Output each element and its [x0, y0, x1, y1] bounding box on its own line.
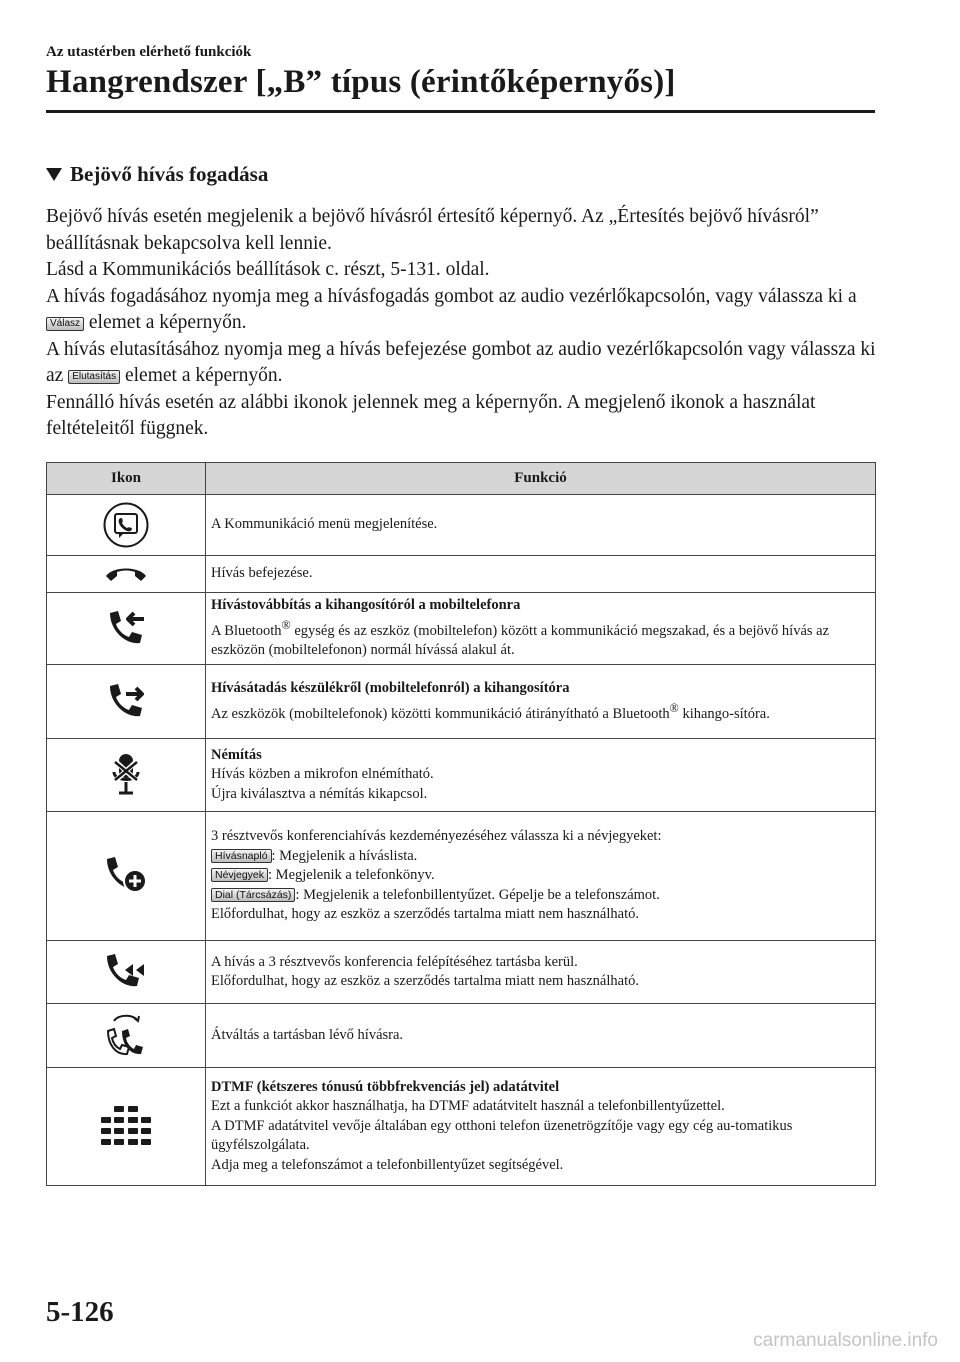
- page-title: Hangrendszer [„B” típus (érintőképernyős)]: [46, 64, 676, 100]
- call-history-button: Hívásnapló: [211, 849, 272, 863]
- contacts-button: Névjegyek: [211, 868, 268, 882]
- transfer-to-phone-icon: [104, 607, 148, 651]
- row-text: Ezt a funkciót akkor használhatja, ha DTMF adatátvitelt használ a telefonbillentyűzettel.: [211, 1098, 725, 1115]
- swap-call-icon: [104, 1011, 148, 1061]
- dtmf-keypad-icon: [100, 1104, 152, 1150]
- section-body: [46, 204, 876, 443]
- paragraph: [46, 337, 876, 390]
- row-text: Dial (Tárcsázás) : Megjelenik a telefonbillentyűzet. Gépelje be a telefonszámot.: [211, 886, 869, 906]
- dial-button: Dial (Tárcsázás): [211, 888, 295, 902]
- row-text: Előfordulhat, hogy az eszköz a szerződés tartalma miatt nem használható.: [211, 906, 639, 923]
- description-cell: [206, 665, 876, 739]
- row-text: Újra kiválasztva a némítás kikapcsol.: [211, 785, 428, 802]
- hold-call-icon: [103, 950, 149, 994]
- row-text: Hívásnapló : Megjelenik a híváslista.: [211, 847, 869, 867]
- table-row: [47, 556, 876, 593]
- section-heading-text: Bejövő hívás fogadása: [70, 162, 269, 186]
- row-text: Névjegyek : Megjelenik a telefonkönyv.: [211, 866, 869, 886]
- row-text: Adja meg a telefonszámot a telefonbillentyűzet segítségével.: [211, 1156, 564, 1173]
- page-number: 5-126: [46, 1296, 114, 1328]
- row-title: Hívásátadás készülékről (mobiltelefonról) a kihangosítóra: [211, 680, 570, 697]
- row-title: Némítás: [211, 746, 262, 763]
- paragraph-text: A hívás fogadásához nyomja meg a hívásfogadás gombot az audio vezérlőkapcsolón, vagy válassza ki a: [46, 285, 857, 307]
- end-call-icon: [103, 564, 149, 584]
- row-text: A hívás a 3 résztvevős konferencia felépítéséhez tartásba kerül.: [211, 953, 578, 970]
- description-cell: [206, 1068, 876, 1186]
- description-cell: Átváltás a tartásban lévő hívásra.: [206, 1004, 876, 1068]
- add-conference-call-icon: [103, 853, 149, 899]
- communication-menu-icon: [102, 501, 150, 549]
- row-text: A Bluetooth® egység és az eszköz (mobiltelefon) között a kommunikáció megszakad, és a bejövő hívás az eszközön (mobiltelefonon) normál hívássá alakul át.: [211, 617, 830, 659]
- column-header-function: Funkció: [206, 463, 876, 495]
- table-row: [47, 739, 876, 812]
- paragraph-text: elemet a képernyőn.: [88, 312, 247, 333]
- breadcrumb: Az utastérben elérhető funkciók: [46, 44, 252, 60]
- column-header-icon: Ikon: [47, 463, 206, 495]
- icon-cell: [47, 593, 206, 665]
- description-cell: A Kommunikáció menü megjelenítése.: [206, 495, 876, 556]
- icon-cell: [47, 665, 206, 739]
- paragraph: [46, 284, 876, 337]
- row-text: A DTMF adatátvitel vevője általában egy otthoni telefon üzenetrögzítője vagy egy cég au-tomatikus ügyfélszolgálata.: [211, 1117, 793, 1154]
- description-cell: [206, 593, 876, 665]
- table-row: [47, 1004, 876, 1068]
- watermark: carmanualsonline.info: [753, 1330, 938, 1351]
- row-text: 3 résztvevős konferenciahívás kezdeményezéséhez válassza ki a névjegyeket:: [211, 828, 662, 845]
- table-row: [47, 665, 876, 739]
- section-heading: [46, 162, 268, 187]
- icon-function-table: [46, 462, 876, 1186]
- reject-button: Elutasítás: [68, 370, 120, 384]
- icon-cell: [47, 556, 206, 593]
- row-title: Hívástovábbítás a kihangosítóról a mobiltelefonra: [211, 597, 521, 614]
- table-row: [47, 812, 876, 941]
- row-title: DTMF (kétszeres tónusú többfrekvenciás jel) adatátvitel: [211, 1078, 560, 1095]
- table-header-row: [47, 463, 876, 495]
- paragraph: Bejövő hívás esetén megjelenik a bejövő hívásról értesítő képernyő. Az „Értesítés bejövő hívásról” beállításnak bekapcsolva kell lennie.: [46, 206, 819, 254]
- transfer-to-handsfree-icon: [104, 680, 148, 724]
- paragraph: Lásd a Kommunikációs beállítások c. részt, 5-131. oldal.: [46, 259, 490, 280]
- paragraph-text: elemet a képernyőn.: [124, 365, 283, 386]
- table-row: [47, 593, 876, 665]
- title-divider: [46, 110, 875, 113]
- description-cell: Hívás befejezése.: [206, 556, 876, 593]
- mute-microphone-icon: [106, 750, 146, 800]
- icon-cell: [47, 739, 206, 812]
- answer-button: Válasz: [46, 317, 84, 331]
- table-row: [47, 495, 876, 556]
- paragraph-text: A hívás elutasításához nyomja meg a hívás befejezése gombot az audio vezérlőkapcsolón vagy válassza ki az: [46, 338, 876, 386]
- table-row: [47, 941, 876, 1004]
- triangle-bullet-icon: [46, 168, 62, 181]
- row-text: Hívás közben a mikrofon elnémítható.: [211, 766, 434, 783]
- paragraph: Fennálló hívás esetén az alábbi ikonok jelennek meg a képernyőn. A megjelenő ikonok a használat feltételeitől függnek.: [46, 391, 816, 439]
- icon-cell: [47, 495, 206, 556]
- icon-cell: [47, 812, 206, 941]
- icon-cell: [47, 1068, 206, 1186]
- description-cell: [206, 941, 876, 1004]
- description-cell: [206, 739, 876, 812]
- icon-cell: [47, 1004, 206, 1068]
- description-cell: [206, 812, 876, 941]
- row-text: Az eszközök (mobiltelefonok) közötti kommunikáció átirányítható a Bluetooth® kihango-sítóra.: [211, 700, 770, 722]
- row-text: Előfordulhat, hogy az eszköz a szerződés tartalma miatt nem használható.: [211, 973, 639, 989]
- icon-cell: [47, 941, 206, 1004]
- table-row: [47, 1068, 876, 1186]
